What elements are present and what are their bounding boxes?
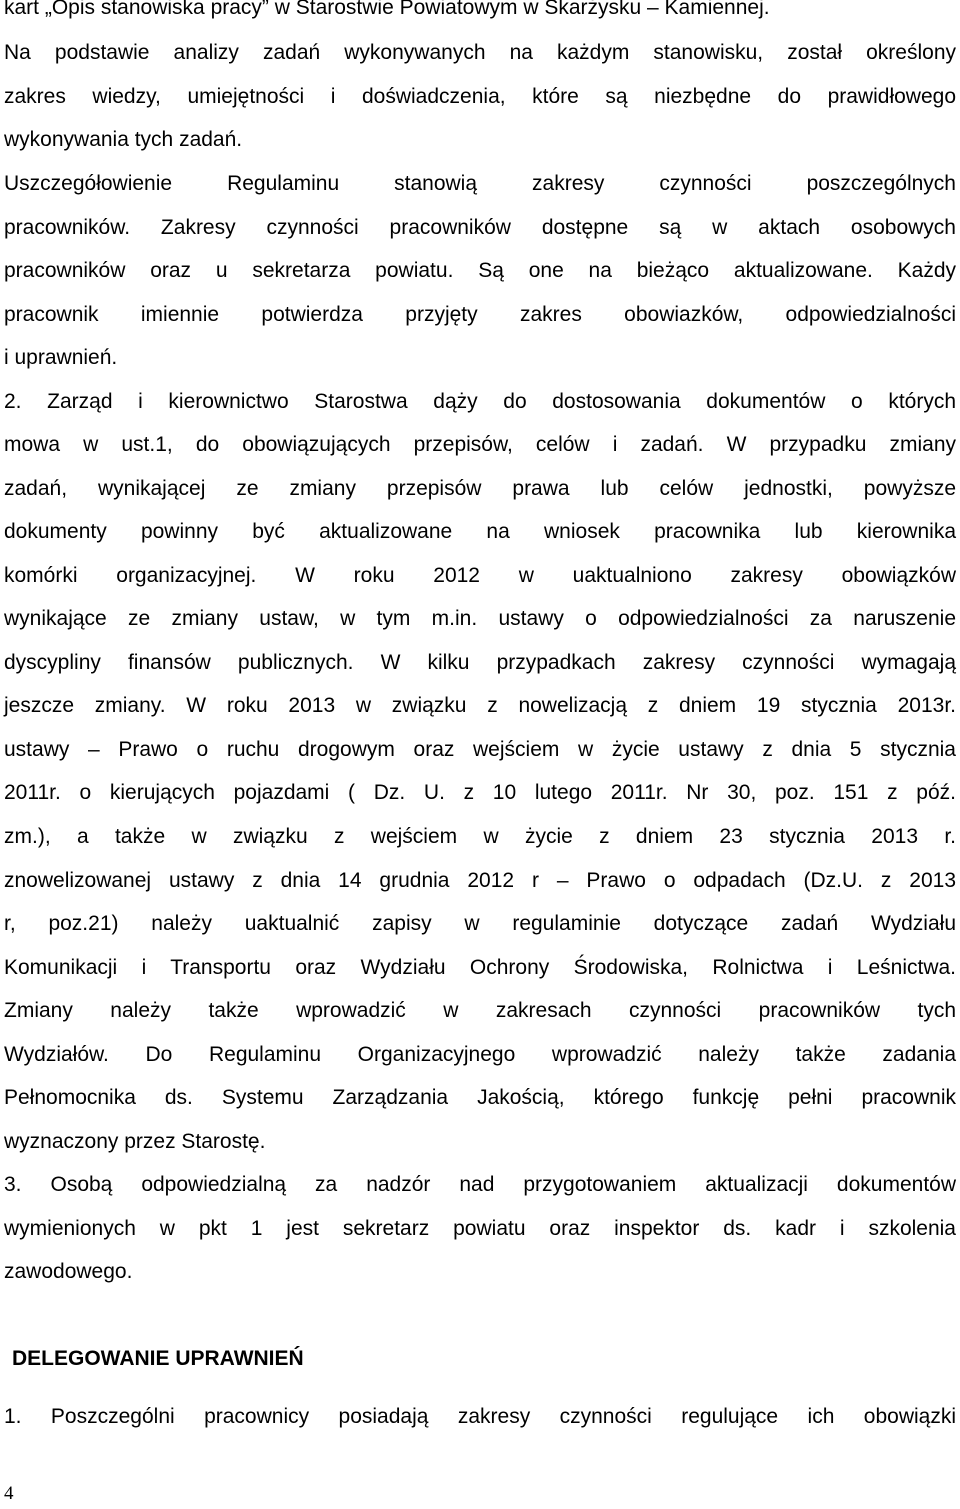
page-number: 4 bbox=[4, 1483, 14, 1504]
text-line: ustawy – Prawo o ruchu drogowym oraz wejściem w życie ustawy z dnia 5 stycznia bbox=[4, 738, 956, 761]
text-line: Wydziałów. Do Regulaminu Organizacyjnego wprowadzić należy także zadania bbox=[4, 1043, 956, 1066]
text-line: r, poz.21) należy uaktualnić zapisy w regulaminie dotyczące zadań Wydziału bbox=[4, 912, 956, 935]
text-line: zm.), a także w związku z wejściem w życie z dniem 23 stycznia 2013 r. bbox=[4, 825, 956, 848]
text-line: znowelizowanej ustawy z dnia 14 grudnia 2012 r – Prawo o odpadach (Dz.U. z 2013 bbox=[4, 869, 956, 892]
text-line: wyznaczony przez Starostę. bbox=[4, 1130, 266, 1153]
text-line: Zmiany należy także wprowadzić w zakresach czynności pracowników tych bbox=[4, 999, 956, 1022]
text-line: wykonywania tych zadań. bbox=[4, 128, 243, 151]
text-line: 2011r. o kierujących pojazdami ( Dz. U. z 10 lutego 2011r. Nr 30, poz. 151 z póź. bbox=[4, 781, 956, 804]
text-line: pracowników oraz u sekretarza powiatu. Są one na bieżąco aktualizowane. Każdy bbox=[4, 259, 956, 282]
text-line: 1. Poszczególni pracownicy posiadają zakresy czynności regulujące ich obowiązki bbox=[4, 1405, 956, 1428]
text-line: Na podstawie analizy zadań wykonywanych na każdym stanowisku, został określony bbox=[4, 41, 956, 64]
text-line: dokumenty powinny być aktualizowane na wniosek pracownika lub kierownika bbox=[4, 520, 956, 543]
text-line: i uprawnień. bbox=[4, 346, 118, 369]
text-line: kart „Opis stanowiska pracy” w Starostwie Powiatowym w Skarżysku – Kamiennej. bbox=[4, 0, 770, 19]
text-line: pracownik imiennie potwierdza przyjęty zakres obowiazków, odpowiedzialności bbox=[4, 303, 956, 326]
text-line: wynikające ze zmiany ustaw, w tym m.in. ustawy o odpowiedzialności za naruszenie bbox=[4, 607, 956, 630]
text-line: zawodowego. bbox=[4, 1260, 133, 1283]
text-line: Komunikacji i Transportu oraz Wydziału Ochrony Środowiska, Rolnictwa i Leśnictwa. bbox=[4, 956, 956, 979]
text-line: zakres wiedzy, umiejętności i doświadczenia, które są niezbędne do prawidłowego bbox=[4, 85, 956, 108]
text-line: Pełnomocnika ds. Systemu Zarządzania Jakością, którego funkcję pełni pracownik bbox=[4, 1086, 956, 1109]
text-line: pracowników. Zakresy czynności pracowników dostępne są w aktach osobowych bbox=[4, 216, 956, 239]
text-line: zadań, wynikającej ze zmiany przepisów prawa lub celów jednostki, powyższe bbox=[4, 477, 956, 500]
text-line: Uszczegółowienie Regulaminu stanowią zakresy czynności poszczególnych bbox=[4, 172, 956, 195]
text-line: dyscypliny finansów publicznych. W kilku przypadkach zakresy czynności wymagają bbox=[4, 651, 956, 674]
text-line: wymienionych w pkt 1 jest sekretarz powiatu oraz inspektor ds. kadr i szkolenia bbox=[4, 1217, 956, 1240]
text-line: 2. Zarząd i kierownictwo Starostwa dąży do dostosowania dokumentów o których bbox=[4, 390, 956, 413]
text-line: komórki organizacyjnej. W roku 2012 w uaktualniono zakresy obowiązków bbox=[4, 564, 956, 587]
text-line: jeszcze zmiany. W roku 2013 w związku z nowelizacją z dniem 19 stycznia 2013r. bbox=[4, 694, 956, 717]
text-line: 3. Osobą odpowiedzialną za nadzór nad przygotowaniem aktualizacji dokumentów bbox=[4, 1173, 956, 1196]
section-heading: DELEGOWANIE UPRAWNIEŃ bbox=[12, 1347, 304, 1370]
text-line: mowa w ust.1, do obowiązujących przepisów, celów i zadań. W przypadku zmiany bbox=[4, 433, 956, 456]
